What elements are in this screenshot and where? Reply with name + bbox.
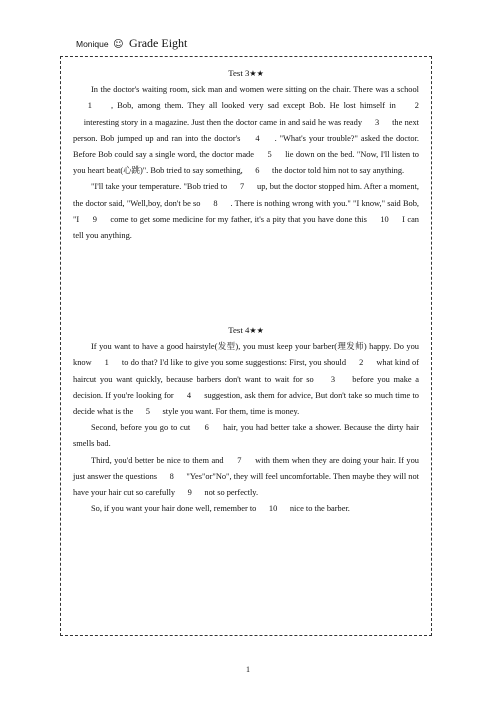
passage-paragraph: If you want to have a good hairstyle(发型), you must keep your barber(理发师) happy. Do you know 1 to do that? I'd like to give you some suggestions: First, you should 2 what kind of haircut you want quickly, because barbers don't want to wait for so 3 before you make a decision. If you're looking for 4 suggestion, ask them for advice, But don't take so much time to decide what is the 5 style you want. For them, time is money. — [73, 342, 419, 417]
section-title-text: Test 3 — [228, 68, 250, 78]
passage-paragraph: Third, you'd better be nice to them and 7 with them when they are doing your hair. If you just answer the questions 8 "Yes"or"No", they will feel uncomfortable. Then maybe they will not have your hair cut so carefully 9 not so perfectly. — [73, 455, 419, 498]
content-box — [60, 56, 432, 636]
passage-paragraph: So, if you want your hair done well, remember to 10 nice to the barber. — [91, 504, 350, 514]
section-title-text: Test 4 — [228, 325, 250, 335]
author-name: Monique — [76, 39, 109, 49]
section-title — [73, 65, 419, 82]
test-3-section — [73, 65, 419, 244]
smiley-icon: ☺ — [113, 39, 124, 50]
test-4-section — [73, 322, 419, 517]
page-number: 1 — [246, 665, 250, 674]
grade-label: Grade Eight — [129, 36, 188, 50]
passage-paragraph: In the doctor's waiting room, sick man and women were sitting on the chair. There was a school 1 , Bob, among them. They all looked very sad except Bob. He lost himself in 2 interesting story in a magazine. Just then the doctor came in and said he was ready 3 the next person. Bob jumped up and ran into the doctor's 4 . "What's your trouble?" asked the doctor. Before Bob could say a single word, the doctor made 5 lie down on the bed. "Now, I'll listen to you heart beat(心跳)". Bob tried to say something, 6 the doctor told him not to say anything. — [73, 85, 419, 176]
section-title — [73, 322, 419, 339]
page-header — [76, 36, 187, 51]
star-rating-icon: ★★ — [249, 326, 264, 335]
star-rating-icon: ★★ — [249, 69, 264, 78]
passage-paragraph: Second, before you go to cut 6 hair, you had better take a shower. Because the dirty hair smells bad. — [73, 423, 419, 449]
passage-paragraph: "I'll take your temperature. "Bob tried to 7 up, but the doctor stopped him. After a moment, the doctor said, "Well,boy, don't be so 8 . There is nothing wrong with you." "I know," said Bob, "I 9 come to get some medicine for my father, it's a pity that you have done this 10 I can tell you anything. — [73, 182, 419, 241]
